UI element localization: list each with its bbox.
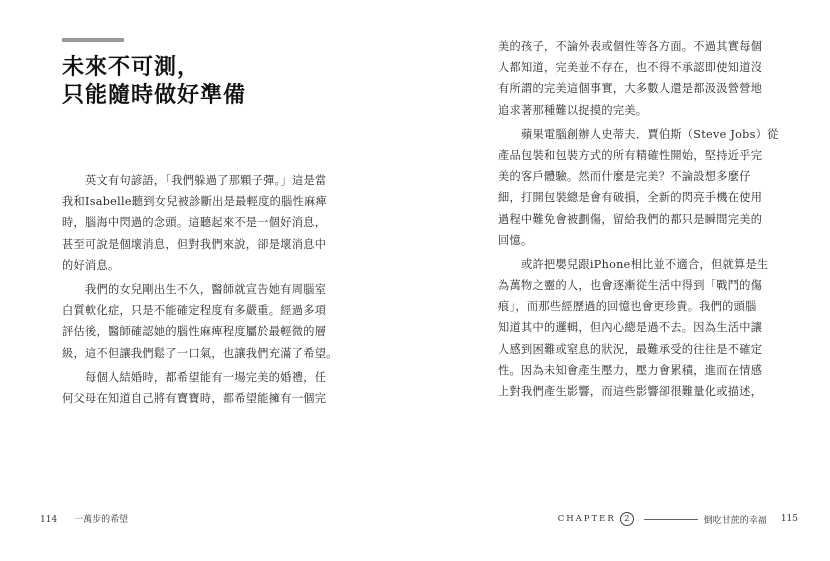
page-number: 115 xyxy=(780,514,798,524)
text-line: 為萬物之靈的人，也會逐漸從生活中得到「戰鬥的傷 xyxy=(498,279,763,293)
text-line: 蘋果電腦創辦人史蒂夫．賈伯斯（Steve Jobs）從 xyxy=(498,127,779,141)
text-line: 或許把嬰兒跟iPhone相比並不適合，但就算是生 xyxy=(498,257,769,271)
text-line: 每個人結婚時，都希望能有一場完美的婚禮，任 xyxy=(62,370,327,384)
right-body-text xyxy=(498,36,779,402)
paragraph xyxy=(498,124,779,251)
text-line: 痕」，而那些經歷過的回憶也會更珍貴。我們的頭腦 xyxy=(498,300,757,314)
text-line: 英文有句諺語，「我們躲過了那顆子彈。」這是當 xyxy=(62,174,327,187)
text-line: 的好消息。 xyxy=(62,258,120,272)
text-line: 甚至可說是個壞消息，但對我們來說，卻是壞消息中 xyxy=(62,237,327,251)
text-line: 評估後，醫師確認她的腦性麻痺程度屬於最輕微的層 xyxy=(62,325,327,339)
chapter-section-title xyxy=(62,54,246,110)
left-footer xyxy=(40,512,128,525)
right-footer xyxy=(558,512,798,526)
text-line: 何父母在知道自己將有寶寶時，都希望能擁有一個完 xyxy=(62,391,327,405)
text-line: 追求著那種難以捉摸的完美。 xyxy=(498,103,648,117)
text-line: 人都知道，完美並不存在，也不得不承認即使知道沒 xyxy=(498,61,763,75)
text-line: 美的客戶體驗。然而什麼是完美？不論設想多麼仔 xyxy=(498,170,751,184)
chapter-number-badge: 2 xyxy=(620,512,634,526)
title-rule xyxy=(62,38,124,42)
paragraph xyxy=(62,367,334,409)
footer-rule xyxy=(644,519,698,520)
text-line: 知道其中的邏輯，但內心總是過不去。因為生活中讓 xyxy=(498,321,763,335)
text-line: 級，這不但讓我們鬆了一口氣，也讓我們充滿了希望。 xyxy=(62,346,338,360)
text-line: 人感到困難或窒息的狀況，最難承受的往往是不確定 xyxy=(498,342,763,356)
text-line: 有所謂的完美這個事實，大多數人還是都汲汲營營地 xyxy=(498,82,763,96)
running-header-book-title: 一萬步的希望 xyxy=(74,515,129,525)
title-line: 未來不可測， xyxy=(62,55,201,80)
right-page xyxy=(415,0,830,561)
page-number: 114 xyxy=(40,515,58,525)
paragraph xyxy=(498,254,770,402)
text-line: 我和Isabelle聽到女兒被診斷出是最輕度的腦性麻痺 xyxy=(62,195,328,209)
text-line: 性。因為未知會產生壓力，壓力會累積，進而在情感 xyxy=(498,363,763,377)
left-body-text xyxy=(62,170,338,409)
text-line: 時，腦海中閃過的念頭。這聽起來不是一個好消息， xyxy=(62,216,327,230)
running-header-chapter-title: 倒吃甘蔗的幸福 xyxy=(703,515,767,526)
paragraph xyxy=(498,36,770,121)
text-line: 我們的女兒剛出生不久，醫師就宣告她有周腦室 xyxy=(62,282,327,296)
paragraph xyxy=(62,170,334,276)
text-line: 回憶。 xyxy=(498,233,533,247)
text-line: 白質軟化症，只是不能確定程度有多嚴重。經過多項 xyxy=(62,304,327,318)
text-line: 產品包裝和包裝方式的所有精確性開始，堅持近乎完 xyxy=(498,148,763,162)
text-line: 細，打開包裝總是會有破損，全新的閃亮手機在使用 xyxy=(498,191,763,205)
text-line: 美的孩子，不論外表或個性等各方面。不過其實每個 xyxy=(498,40,763,53)
text-line: 上對我們產生影響，而這些影響卻很難量化或描述， xyxy=(498,385,763,398)
text-line: 過程中難免會被劃傷，留給我們的都只是瞬間完美的 xyxy=(498,212,763,226)
title-line: 只能隨時做好準備 xyxy=(62,83,247,108)
paragraph xyxy=(62,279,338,364)
chapter-label: CHAPTER xyxy=(557,514,616,524)
